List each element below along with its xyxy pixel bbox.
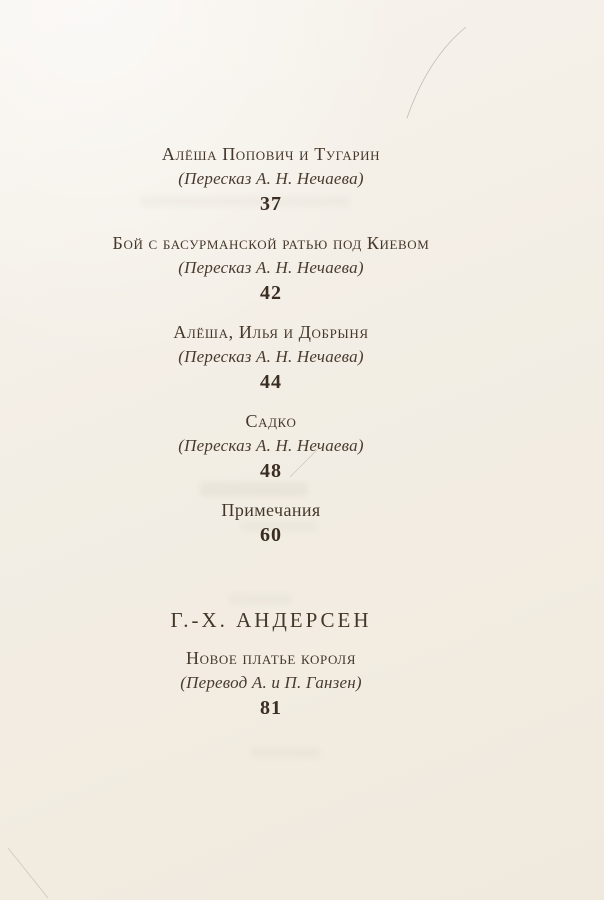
show-through-text bbox=[250, 747, 320, 758]
table-of-contents bbox=[0, 142, 542, 735]
toc-entry bbox=[0, 142, 542, 218]
toc-entry bbox=[0, 409, 542, 485]
toc-entry-title: Садко bbox=[245, 411, 297, 431]
toc-entry-title: Примечания bbox=[221, 500, 321, 520]
toc-entry-page-number: 81 bbox=[260, 697, 282, 719]
toc-entry bbox=[0, 646, 542, 722]
toc-entry bbox=[0, 231, 542, 307]
toc-entry-page-number: 48 bbox=[260, 460, 282, 482]
toc-entry-title: Бой с басурманской ратью под Киевом bbox=[112, 233, 430, 253]
toc-entry-translator: (Пересказ А. Н. Нечаева) bbox=[178, 436, 364, 455]
toc-entry bbox=[0, 498, 542, 549]
toc-entry-page-number: 44 bbox=[260, 371, 282, 393]
toc-entry-title: Алёша Попович и Тугарин bbox=[161, 144, 381, 164]
toc-entry-page-number: 42 bbox=[260, 282, 282, 304]
toc-entry-translator: (Пересказ А. Н. Нечаева) bbox=[178, 169, 364, 188]
toc-entry-page-number: 60 bbox=[260, 524, 282, 546]
toc-entry-title: Алёша, Илья и Добрыня bbox=[173, 322, 369, 342]
toc-entry-translator: (Пересказ А. Н. Нечаева) bbox=[178, 258, 364, 277]
author-section-header: Г.-Х. АНДЕРСЕН bbox=[170, 608, 372, 632]
toc-entry-translator: (Пересказ А. Н. Нечаева) bbox=[178, 347, 364, 366]
toc-entry-translator: (Перевод А. и П. Ганзен) bbox=[180, 673, 362, 692]
toc-entry-title: Новое платье короля bbox=[186, 648, 356, 668]
toc-entry-page-number: 37 bbox=[260, 193, 282, 215]
toc-entry bbox=[0, 320, 542, 396]
